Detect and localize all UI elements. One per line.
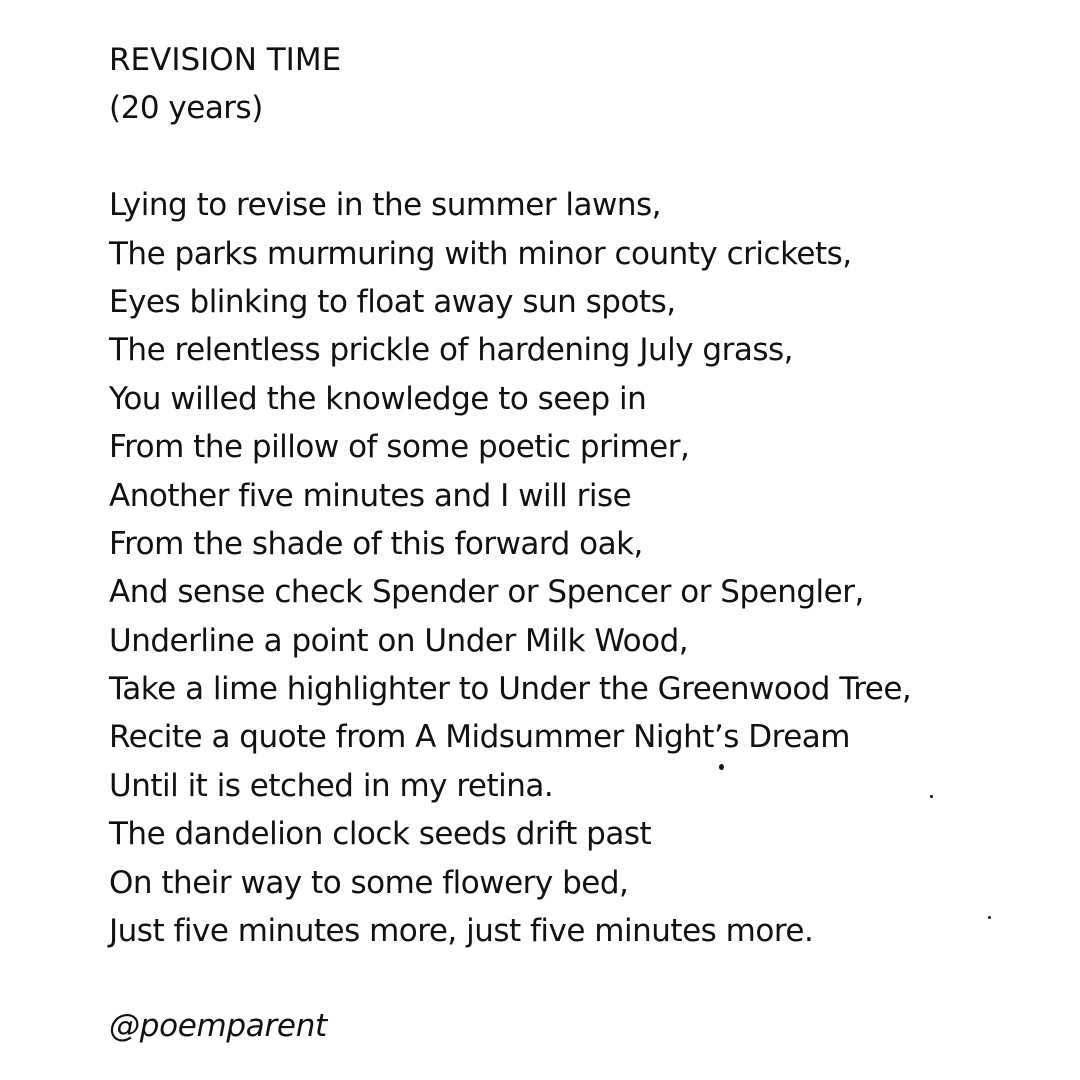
poem-line: The parks murmuring with minor county crickets, <box>109 235 852 272</box>
poem-line: Underline a point on Under Milk Wood, <box>109 622 689 659</box>
poem-line: The dandelion clock seeds drift past <box>109 816 652 853</box>
poem-line: The relentless prickle of hardening July grass, <box>109 332 793 369</box>
poem-body <box>109 36 1059 955</box>
author-handle: @poemparent <box>109 1008 327 1044</box>
poem-line: Until it is etched in my retina. <box>109 767 554 804</box>
decorative-speck <box>719 764 724 770</box>
poem-line: From the pillow of some poetic primer, <box>109 429 690 466</box>
poem-line: Another five minutes and I will rise <box>109 477 632 514</box>
poem-line: Lying to revise in the summer lawns, <box>109 187 662 224</box>
poem-line: You willed the knowledge to seep in <box>109 380 647 417</box>
poem-line: From the shade of this forward oak, <box>109 525 643 562</box>
decorative-speck <box>930 795 933 798</box>
poem-line: Take a lime highlighter to Under the Greenwood Tree, <box>109 671 912 708</box>
poem-title: REVISION TIME <box>109 42 342 78</box>
stanza-spacer <box>109 133 1059 181</box>
poem-subtitle: (20 years) <box>109 90 263 127</box>
poem-line: On their way to some flowery bed, <box>109 864 629 901</box>
decorative-speck <box>988 916 991 919</box>
poem-line: And sense check Spender or Spencer or Spengler, <box>109 574 864 611</box>
poem-line: Just five minutes more, just five minutes more. <box>109 913 814 950</box>
poem-line: Recite a quote from A Midsummer Night’s Dream <box>109 719 850 756</box>
poem-line: Eyes blinking to float away sun spots, <box>109 283 676 320</box>
